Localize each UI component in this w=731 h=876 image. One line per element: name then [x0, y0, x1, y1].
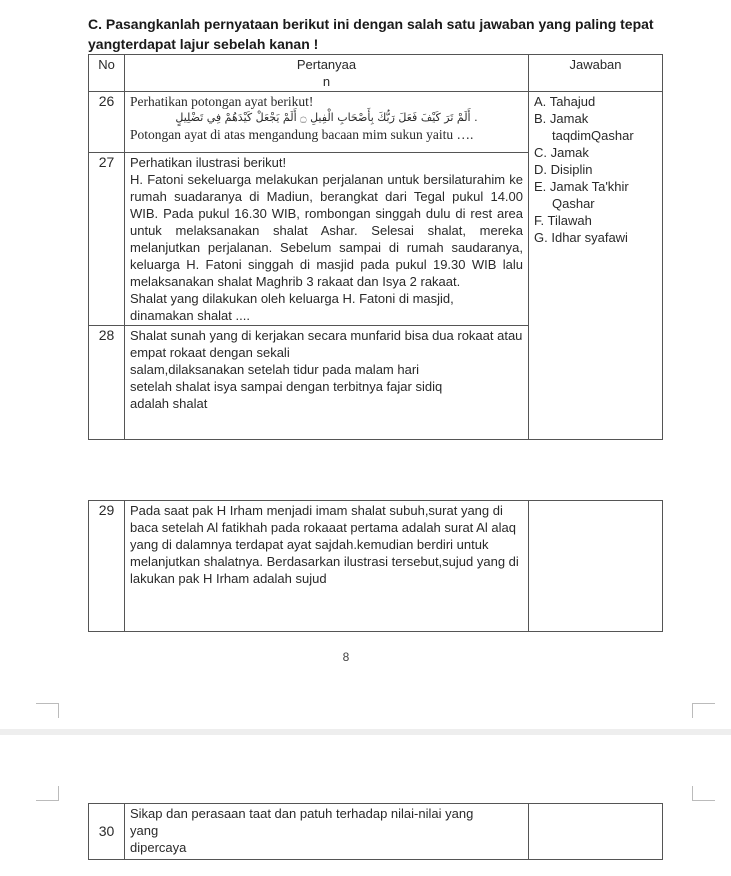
- answer-option: E. Jamak Ta'khir: [534, 179, 629, 194]
- answer-option-continuation: taqdimQashar: [552, 128, 634, 143]
- instruction-line-1: C. Pasangkanlah pernyataan berikut ini dengan salah satu jawaban yang paling tepat: [88, 16, 654, 32]
- header-pertanyaan-line1: Pertanyaa: [296, 57, 357, 72]
- question-line: Sikap dan perasaan taat dan patuh terhadap nilai-nilai yang: [130, 806, 474, 821]
- page-corner-mark: [692, 786, 715, 801]
- question-number: 30: [89, 804, 125, 860]
- question-line: Pada saat pak H Irham menjadi imam shalat subuh,surat yang di baca setelah Al fatikhah pada rokaaat pertama adalah surat Al alaq yang di dalamnya terdapat ayat sajdah.kemudian berdiri untuk melanjutkan shalatnya. Berdasarkan ilustrasi tersebut,sujud yang di lakukan pak H Irham adalah sujud: [130, 503, 519, 586]
- table-row: [89, 92, 663, 153]
- answer-option: D. Disiplin: [534, 162, 593, 177]
- table-row: [89, 804, 663, 860]
- question-line: Shalat yang dilakukan oleh keluarga H. Fatoni di masjid,: [130, 291, 454, 306]
- question-text: [125, 153, 529, 326]
- question-line: Potongan ayat di atas mengandung bacaan mim sukun yaitu ….: [130, 127, 474, 142]
- question-number: 29: [89, 501, 125, 632]
- arabic-verse: . أَلَمْ تَرَ كَيْفَ فَعَلَ رَبُّكَ بِأَصْحَابِ الْفِيلِ ۝ أَلَمْ يَجْعَلْ كَيْدَهُمْ فِي تَضْلِيلٍ: [175, 111, 478, 124]
- header-jawaban: Jawaban: [529, 55, 663, 92]
- header-pertanyaan-line2: n: [322, 74, 331, 89]
- answer-option: A. Tahajud: [534, 94, 596, 109]
- question-line: Shalat sunah yang di kerjakan secara munfarid bisa dua rokaat atau empat rokaat dengan sekali: [130, 328, 523, 360]
- page-corner-mark: [36, 786, 59, 801]
- question-number: 28: [89, 326, 125, 440]
- question-number: 26: [89, 92, 125, 153]
- page-number: 8: [342, 650, 350, 664]
- question-line: salam,dilaksanakan setelah tidur pada malam hari: [130, 362, 420, 377]
- page-corner-mark: [36, 703, 59, 718]
- page-divider: [0, 729, 731, 735]
- header-pertanyaan: [125, 55, 529, 92]
- question-line: H. Fatoni sekeluarga melakukan perjalanan untuk bersilaturahim ke rumah suadaranya di Madiun, berangkat dari Tegal pukul 14.00 WIB. Pada pukul 16.30 WIB, rombongan singgah dulu di rest area untuk melaksanakan shalat Ashar. Selesai shalat, mereka melanjutkan perjalanan. Sebelum sampai di rumah saudaranya, keluarga H. Fatoni singgah di masjid pada pukul 19.30 WIB lalu melaksanakan shalat Maghrib 3 rakaat dan Isya 2 rakaat.: [130, 172, 523, 289]
- question-text: [125, 804, 529, 860]
- question-line: Perhatikan ilustrasi berikut!: [130, 155, 287, 170]
- page-corner-mark: [692, 703, 715, 718]
- instruction-line-2: yangterdapat lajur sebelah kanan !: [88, 36, 319, 52]
- answer-options: [529, 92, 663, 440]
- question-line: adalah shalat: [130, 396, 208, 411]
- answer-option: F. Tilawah: [534, 213, 592, 228]
- table-header-row: [89, 55, 663, 92]
- instruction: [88, 14, 718, 54]
- table-row: [89, 501, 663, 632]
- question-line: yang: [130, 823, 159, 838]
- answer-blank[interactable]: [529, 501, 663, 632]
- question-line: dinamakan shalat ....: [130, 308, 250, 323]
- question-text: [125, 92, 529, 153]
- answer-option-continuation: Qashar: [552, 196, 595, 211]
- answer-option: C. Jamak: [534, 145, 589, 160]
- question-line: setelah shalat isya sampai dengan terbitnya fajar sidiq: [130, 379, 443, 394]
- question-line: Perhatikan potongan ayat berikut!: [130, 94, 314, 109]
- question-text: [125, 501, 529, 632]
- question-table: [88, 803, 663, 860]
- answer-option: G. Idhar syafawi: [534, 230, 628, 245]
- header-no: No: [89, 55, 125, 92]
- answer-option: B. Jamak: [534, 111, 589, 126]
- question-line: dipercaya: [130, 840, 187, 855]
- answer-blank[interactable]: [529, 804, 663, 860]
- question-table: [88, 54, 663, 440]
- question-text: [125, 326, 529, 440]
- question-table: [88, 500, 663, 632]
- question-number: 27: [89, 153, 125, 326]
